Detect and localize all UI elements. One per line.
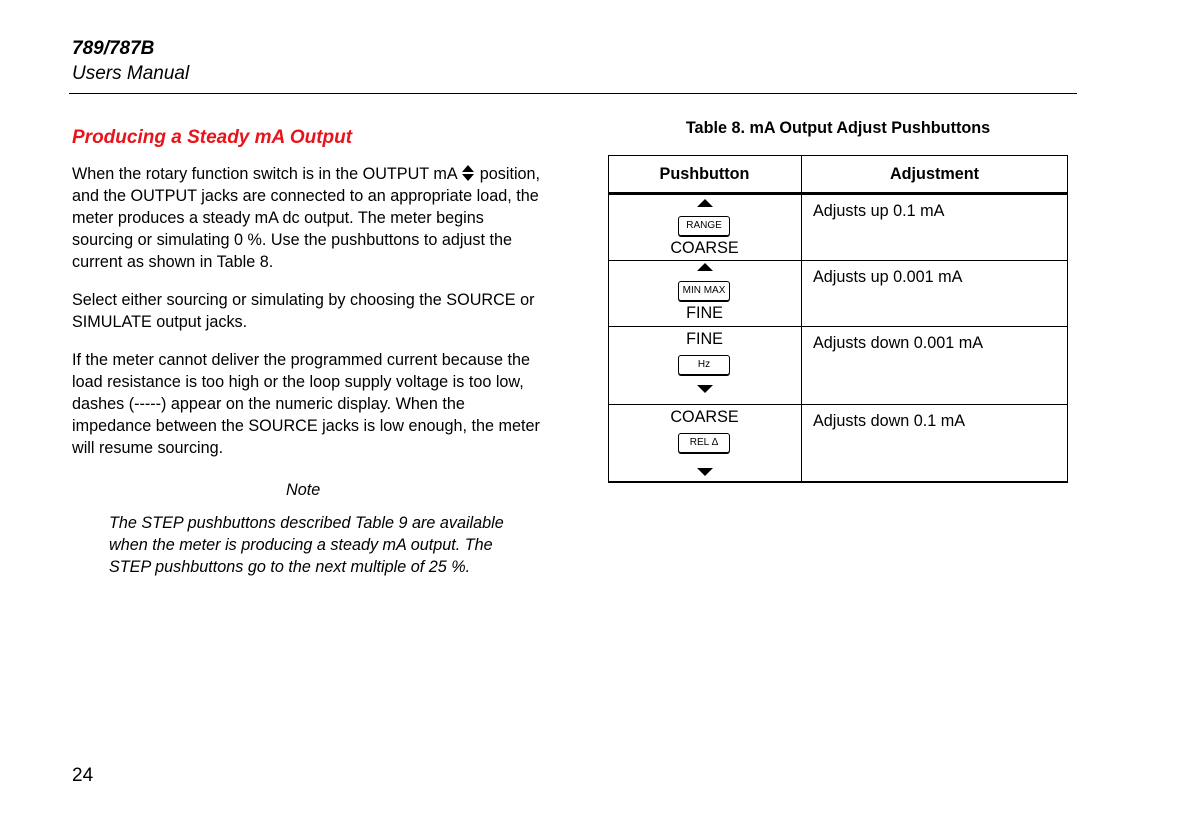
table-bottom-border xyxy=(608,481,1068,483)
table-row-4-pushbutton xyxy=(608,405,801,481)
paragraph-1 xyxy=(72,163,542,273)
table-row-3-pushbutton xyxy=(608,327,801,404)
table-row-2-adjustment: Adjusts up 0.001 mA xyxy=(813,268,963,286)
up-down-arrow-icon xyxy=(461,164,475,182)
table-row-1-mode: COARSE xyxy=(670,239,739,257)
header-divider xyxy=(69,93,1077,94)
rel-key-icon: REL Δ xyxy=(678,433,730,453)
note-text: The STEP pushbuttons described Table 9 are available when the meter is producing a steady mA output. The STEP pushbuttons go to the next multiple of 25 %. xyxy=(109,514,504,576)
table-header-adjustment: Adjustment xyxy=(889,165,980,183)
table-header-pushbutton: Pushbutton xyxy=(659,165,750,183)
section-title: Producing a Steady mA Output xyxy=(72,127,353,148)
table-caption: Table 8. mA Output Adjust Pushbuttons xyxy=(685,119,991,137)
table-right-border xyxy=(1067,155,1068,483)
min-max-key-icon: MIN MAX xyxy=(678,281,730,301)
paragraph-2: Select either sourcing or simulating by choosing the SOURCE or SIMULATE output jacks. xyxy=(72,291,535,331)
table-row-4-mode: COARSE xyxy=(670,408,739,426)
table-row-3-mode: FINE xyxy=(686,330,723,348)
table-row-4-adjustment: Adjusts down 0.1 mA xyxy=(813,412,966,430)
table-column-divider xyxy=(801,155,802,483)
table-row-1-adjustment: Adjusts up 0.1 mA xyxy=(813,202,945,220)
page-number: 24 xyxy=(72,765,94,786)
paragraph-1-rest: position, and the OUTPUT jacks are connected to an appropriate load, the meter produces a steady mA dc output. The meter begins sourcing or simulating 0 %. Use the pushbuttons to adjust the current as shown in Table 8. xyxy=(72,165,541,271)
range-key-icon: RANGE xyxy=(678,216,730,236)
header-model: 789/787B xyxy=(72,38,155,59)
down-arrow-icon xyxy=(697,468,713,476)
down-arrow-icon xyxy=(697,385,713,393)
up-arrow-icon xyxy=(697,263,713,271)
table-row-1-pushbutton xyxy=(608,195,801,260)
hz-key-icon: Hz xyxy=(678,355,730,375)
note-label: Note xyxy=(286,481,321,499)
paragraph-3: If the meter cannot deliver the programmed current because the load resistance is too high or the loop supply voltage is too low, dashes (-----) appear on the numeric display. When the impedance between the SOURCE jacks is low enough, the meter will resume sourcing. xyxy=(72,351,540,457)
header-title: Users Manual xyxy=(72,63,190,84)
up-arrow-icon xyxy=(697,199,713,207)
table-row-2-mode: FINE xyxy=(686,304,723,322)
table-row-2-pushbutton xyxy=(608,261,801,326)
table-row-3-adjustment: Adjusts down 0.001 mA xyxy=(813,334,984,352)
paragraph-1-lead: When the rotary function switch is in the OUTPUT mA xyxy=(72,165,457,183)
pushbutton-table xyxy=(608,155,1068,483)
